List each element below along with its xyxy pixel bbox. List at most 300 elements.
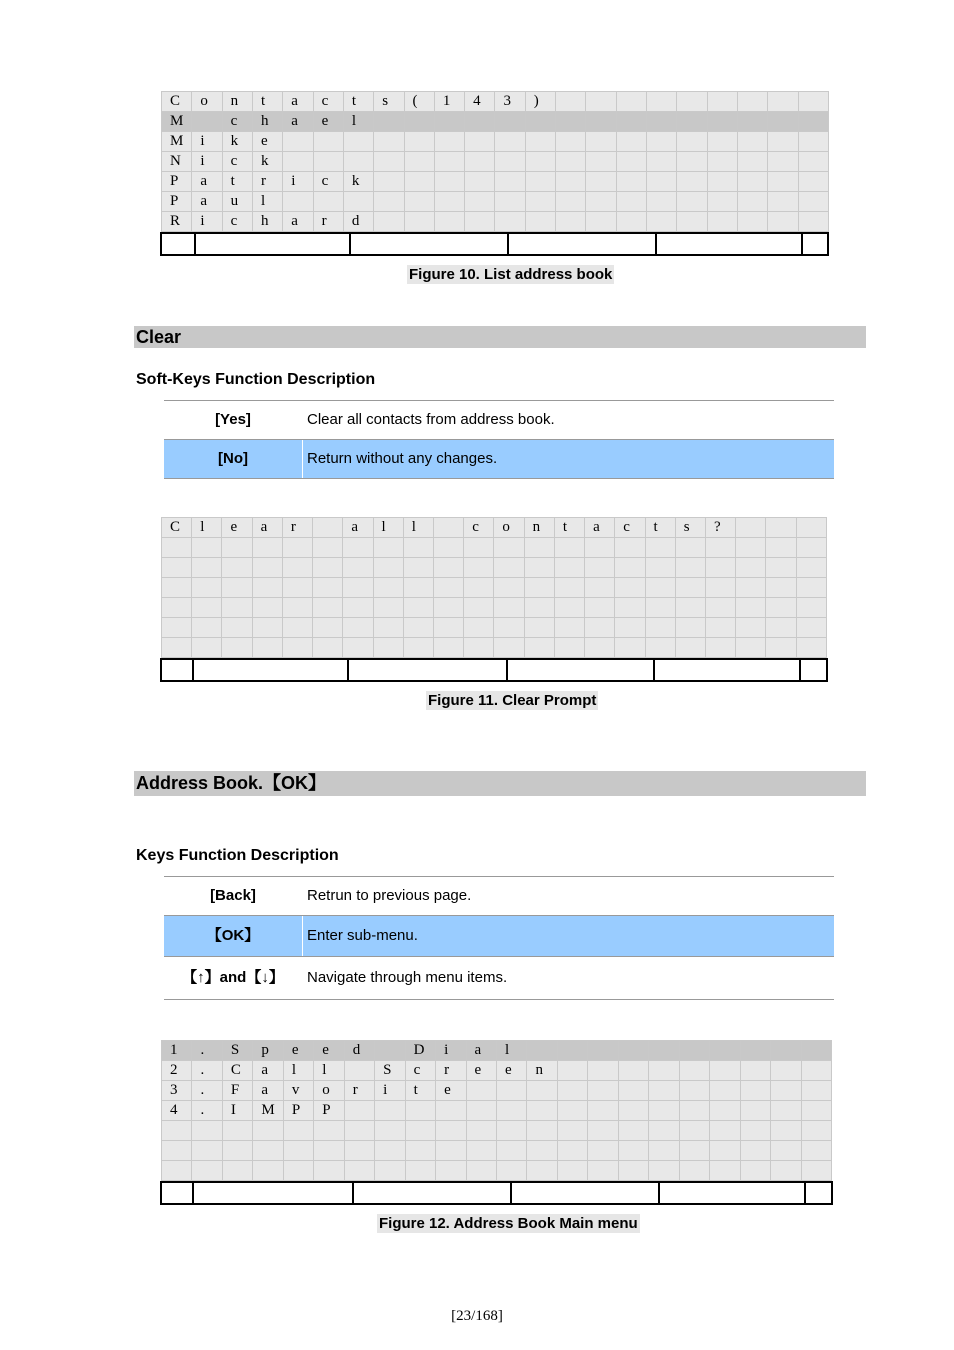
lcd-cell: 3 [495, 92, 525, 112]
lcd-cell [314, 1121, 344, 1141]
lcd-cell: 2 [162, 1061, 192, 1081]
lcd-cell [766, 558, 796, 578]
lcd-cell [768, 132, 798, 152]
lcd-cell [525, 192, 555, 212]
softkey-slot[interactable] [657, 234, 803, 254]
key-label: [Back] [164, 877, 303, 915]
lcd-cell [710, 1081, 740, 1101]
lcd-cell [162, 558, 192, 578]
lcd-cell [433, 638, 463, 658]
lcd-cell [616, 172, 646, 192]
lcd-cell [494, 538, 524, 558]
lcd-cell [466, 1081, 496, 1101]
lcd-cell [313, 558, 343, 578]
lcd-cell [464, 638, 494, 658]
lcd-cell [495, 172, 525, 192]
lcd-cell [192, 618, 222, 638]
lcd-cell: t [222, 172, 252, 192]
lcd-cell [740, 1141, 770, 1161]
lcd-cell [162, 638, 192, 658]
lcd-cell [801, 1081, 831, 1101]
softkey-slot[interactable] [803, 234, 827, 254]
lcd-cell [373, 578, 403, 598]
lcd-cell: o [192, 92, 222, 112]
lcd-cell [373, 618, 403, 638]
key-label: 【↑】and【↓】 [164, 957, 303, 999]
lcd-cell [524, 598, 554, 618]
lcd-cell [737, 152, 767, 172]
softkey-slot[interactable] [196, 234, 351, 254]
lcd-cell [675, 578, 705, 598]
lcd-cell: s [675, 518, 705, 538]
lcd-cell [771, 1141, 801, 1161]
lcd-cell [434, 212, 464, 232]
lcd-cell [677, 132, 707, 152]
lcd-cell [554, 578, 584, 598]
lcd-cell [645, 558, 675, 578]
lcd-cell: e [436, 1081, 466, 1101]
lcd-cell [405, 1101, 435, 1121]
lcd-cell [554, 538, 584, 558]
lcd-cell [647, 192, 677, 212]
softkey-slot[interactable] [508, 660, 655, 680]
lcd-cell [705, 618, 735, 638]
lcd-cell [404, 212, 434, 232]
lcd-cell [374, 212, 404, 232]
lcd-cell: h [252, 212, 282, 232]
lcd-cell [374, 132, 404, 152]
lcd-cell [434, 192, 464, 212]
lcd-cell: a [283, 92, 313, 112]
softkey-slot[interactable] [194, 1183, 354, 1203]
softkey-slot[interactable] [509, 234, 657, 254]
lcd-cell [252, 558, 282, 578]
lcd-row [162, 112, 829, 132]
lcd-cell [525, 212, 555, 232]
key-label: [Yes] [164, 401, 303, 439]
lcd-cell [252, 598, 282, 618]
lcd-cell [313, 132, 343, 152]
softkey-slot[interactable] [351, 234, 509, 254]
lcd-cell: a [192, 192, 222, 212]
lcd-cell [707, 152, 737, 172]
lcd-cell [588, 1081, 618, 1101]
lcd-cell [618, 1101, 648, 1121]
lcd-cell [705, 578, 735, 598]
lcd-cell [768, 172, 798, 192]
lcd-cell: i [192, 132, 222, 152]
lcd-cell: d [344, 1041, 374, 1061]
lcd-cell [343, 132, 373, 152]
softkey-slot[interactable] [162, 660, 194, 680]
softkey-slot[interactable] [354, 1183, 512, 1203]
softkey-bar [160, 232, 829, 256]
lcd-cell [801, 1101, 831, 1121]
lcd-cell [616, 92, 646, 112]
lcd-cell: s [374, 92, 404, 112]
lcd-cell [649, 1061, 679, 1081]
lcd-cell [556, 172, 586, 192]
lcd-cell [615, 638, 645, 658]
lcd-cell: l [373, 518, 403, 538]
lcd-clear-prompt [161, 517, 827, 658]
lcd-cell [796, 538, 826, 558]
lcd-cell [494, 638, 524, 658]
lcd-cell [585, 638, 615, 658]
lcd-cell [282, 558, 312, 578]
lcd-cell [679, 1121, 709, 1141]
lcd-cell [645, 618, 675, 638]
lcd-cell [616, 112, 646, 132]
lcd-cell [403, 598, 433, 618]
figure-caption: Figure 11. Clear Prompt [428, 692, 597, 709]
lcd-row [162, 1041, 832, 1061]
lcd-cell: 1 [162, 1041, 192, 1061]
lcd-cell [525, 132, 555, 152]
lcd-cell [740, 1081, 770, 1101]
lcd-cell [343, 558, 373, 578]
lcd-cell [527, 1121, 557, 1141]
lcd-cell: P [314, 1101, 344, 1121]
lcd-cell: a [466, 1041, 496, 1061]
lcd-cell [675, 618, 705, 638]
lcd-cell [434, 132, 464, 152]
lcd-cell [464, 578, 494, 598]
lcd-cell [705, 558, 735, 578]
lcd-cell [679, 1041, 709, 1061]
softkey-slot[interactable] [162, 1183, 194, 1203]
lcd-cell [495, 112, 525, 132]
lcd-cell [404, 132, 434, 152]
lcd-cell [586, 112, 616, 132]
lcd-cell [252, 638, 282, 658]
lcd-cell [465, 192, 495, 212]
lcd-cell [679, 1101, 709, 1121]
lcd-cell [313, 598, 343, 618]
lcd-cell [554, 598, 584, 618]
lcd-row [162, 152, 829, 172]
lcd-cell [679, 1161, 709, 1181]
lcd-cell: F [222, 1081, 252, 1101]
lcd-cell [736, 578, 766, 598]
lcd-cell [768, 152, 798, 172]
lcd-cell: i [375, 1081, 405, 1101]
lcd-cell [677, 172, 707, 192]
lcd-cell: a [283, 212, 313, 232]
key-description: Enter sub-menu. [307, 927, 418, 944]
lcd-cell [586, 132, 616, 152]
lcd-row [162, 132, 829, 152]
lcd-cell [649, 1141, 679, 1161]
lcd-cell [524, 538, 554, 558]
lcd-cell [524, 618, 554, 638]
lcd-cell [557, 1101, 587, 1121]
lcd-cell [162, 1161, 192, 1181]
lcd-cell [283, 1121, 313, 1141]
lcd-cell: t [252, 92, 282, 112]
lcd-cell [344, 1161, 374, 1181]
lcd-cell [525, 152, 555, 172]
lcd-cell [252, 618, 282, 638]
lcd-row [162, 538, 827, 558]
lcd-cell [494, 598, 524, 618]
lcd-cell [740, 1121, 770, 1141]
lcd-cell [585, 598, 615, 618]
lcd-cell: l [283, 1061, 313, 1081]
lcd-cell [647, 132, 677, 152]
lcd-cell: P [162, 192, 192, 212]
lcd-cell [464, 558, 494, 578]
lcd-cell [645, 538, 675, 558]
lcd-cell [466, 1101, 496, 1121]
softkey-slot[interactable] [162, 234, 196, 254]
lcd-cell: P [283, 1101, 313, 1121]
lcd-cell [675, 538, 705, 558]
softkey-slot[interactable] [801, 660, 826, 680]
lcd-cell [527, 1161, 557, 1181]
lcd-cell [282, 538, 312, 558]
lcd-cell: r [282, 518, 312, 538]
table-row [164, 877, 834, 916]
lcd-cell: a [283, 112, 313, 132]
key-label: [No] [164, 440, 303, 478]
lcd-cell: I [222, 1101, 252, 1121]
lcd-cell [766, 578, 796, 598]
key-description: Navigate through menu items. [307, 969, 508, 986]
lcd-cell [736, 618, 766, 638]
key-label: 【OK】 [164, 916, 303, 956]
lcd-cell: a [252, 518, 282, 538]
lcd-cell: a [585, 518, 615, 538]
lcd-cell [679, 1061, 709, 1081]
soft-keys-table [164, 400, 834, 479]
lcd-cell [675, 558, 705, 578]
lcd-cell [524, 638, 554, 658]
lcd-cell [740, 1161, 770, 1181]
lcd-cell [375, 1041, 405, 1061]
lcd-cell: a [253, 1061, 283, 1081]
lcd-cell [710, 1101, 740, 1121]
lcd-cell [586, 192, 616, 212]
lcd-cell [283, 1161, 313, 1181]
lcd-cell: a [192, 172, 222, 192]
lcd-cell [649, 1121, 679, 1141]
lcd-cell: i [192, 152, 222, 172]
lcd-cell [222, 1141, 252, 1161]
lcd-cell [192, 1161, 222, 1181]
lcd-cell [496, 1141, 526, 1161]
lcd-cell [524, 578, 554, 598]
lcd-cell: t [343, 92, 373, 112]
lcd-cell: e [466, 1061, 496, 1081]
lcd-cell [313, 638, 343, 658]
lcd-cell [766, 518, 796, 538]
softkey-slot[interactable] [349, 660, 508, 680]
lcd-cell [618, 1061, 648, 1081]
lcd-cell [283, 152, 313, 172]
lcd-cell [645, 598, 675, 618]
lcd-cell [527, 1141, 557, 1161]
lcd-cell [586, 172, 616, 192]
lcd-cell: S [375, 1061, 405, 1081]
lcd-cell: i [283, 172, 313, 192]
lcd-cell [433, 558, 463, 578]
lcd-cell: o [314, 1081, 344, 1101]
lcd-cell [768, 112, 798, 132]
lcd-cell: e [313, 112, 343, 132]
lcd-cell [434, 112, 464, 132]
lcd-row [162, 172, 829, 192]
softkey-slot[interactable] [512, 1183, 660, 1203]
lcd-cell [222, 538, 252, 558]
lcd-cell: k [343, 172, 373, 192]
lcd-cell: ) [525, 92, 555, 112]
lcd-cell [282, 618, 312, 638]
softkey-slot[interactable] [806, 1183, 831, 1203]
lcd-cell: c [222, 112, 252, 132]
lcd-cell [740, 1041, 770, 1061]
lcd-cell [771, 1121, 801, 1141]
lcd-cell [677, 112, 707, 132]
lcd-row [162, 518, 827, 538]
lcd-cell [554, 618, 584, 638]
figure-caption: Figure 10. List address book [409, 266, 613, 283]
lcd-cell [616, 132, 646, 152]
lcd-cell [494, 618, 524, 638]
subsection-heading: Soft-Keys Function Description [136, 371, 376, 388]
lcd-cell: 4 [465, 92, 495, 112]
lcd-cell: d [343, 212, 373, 232]
lcd-cell [798, 212, 828, 232]
lcd-cell [192, 558, 222, 578]
lcd-cell [705, 638, 735, 658]
lcd-cell [707, 192, 737, 212]
lcd-cell [282, 578, 312, 598]
lcd-cell [675, 638, 705, 658]
softkey-slot[interactable] [194, 660, 349, 680]
lcd-cell [494, 578, 524, 598]
lcd-cell [496, 1161, 526, 1181]
lcd-cell [464, 538, 494, 558]
lcd-cell [373, 598, 403, 618]
lcd-cell [375, 1121, 405, 1141]
lcd-cell [771, 1161, 801, 1181]
lcd-cell: c [464, 518, 494, 538]
lcd-cell: t [554, 518, 584, 538]
lcd-cell [557, 1141, 587, 1161]
lcd-cell: l [192, 518, 222, 538]
table-row [164, 440, 834, 479]
lcd-cell: u [222, 192, 252, 212]
lcd-cell [737, 132, 767, 152]
lcd-cell [766, 538, 796, 558]
softkey-slot[interactable] [660, 1183, 806, 1203]
lcd-cell [556, 212, 586, 232]
lcd-cell [798, 132, 828, 152]
lcd-cell [374, 172, 404, 192]
lcd-cell [796, 638, 826, 658]
lcd-cell [588, 1141, 618, 1161]
lcd-cell [496, 1081, 526, 1101]
lcd-cell [466, 1121, 496, 1141]
lcd-cell [736, 598, 766, 618]
lcd-cell: 4 [162, 1101, 192, 1121]
lcd-cell [162, 538, 192, 558]
lcd-cell: ? [705, 518, 735, 538]
lcd-cell [737, 112, 767, 132]
lcd-cell [524, 558, 554, 578]
lcd-cell: . [192, 1061, 222, 1081]
lcd-cell [768, 92, 798, 112]
lcd-cell [527, 1041, 557, 1061]
lcd-cell: e [314, 1041, 344, 1061]
lcd-cell [798, 192, 828, 212]
lcd-cell: e [252, 132, 282, 152]
lcd-cell [162, 1141, 192, 1161]
lcd-cell: M [162, 112, 192, 132]
softkey-slot[interactable] [655, 660, 801, 680]
lcd-cell: C [222, 1061, 252, 1081]
key-description: Return without any changes. [307, 450, 498, 467]
lcd-cell [557, 1161, 587, 1181]
lcd-cell [645, 578, 675, 598]
lcd-cell [433, 598, 463, 618]
lcd-cell [796, 618, 826, 638]
lcd-cell: n [524, 518, 554, 538]
lcd-cell [586, 212, 616, 232]
lcd-cell: c [615, 518, 645, 538]
lcd-cell [404, 112, 434, 132]
lcd-cell [586, 152, 616, 172]
lcd-cell [710, 1061, 740, 1081]
lcd-cell [801, 1061, 831, 1081]
lcd-cell: ( [404, 92, 434, 112]
lcd-cell [771, 1061, 801, 1081]
lcd-cell: l [343, 112, 373, 132]
lcd-cell: r [344, 1081, 374, 1101]
lcd-row [162, 1061, 832, 1081]
lcd-cell: M [253, 1101, 283, 1121]
lcd-cell [343, 192, 373, 212]
lcd-cell [403, 538, 433, 558]
lcd-cell [677, 192, 707, 212]
lcd-cell [495, 212, 525, 232]
lcd-cell [192, 1121, 222, 1141]
lcd-cell [222, 578, 252, 598]
lcd-cell [707, 172, 737, 192]
lcd-cell [645, 638, 675, 658]
lcd-cell: h [252, 112, 282, 132]
lcd-cell [588, 1041, 618, 1061]
lcd-cell [736, 538, 766, 558]
lcd-cell [736, 558, 766, 578]
lcd-cell [343, 538, 373, 558]
lcd-cell [404, 192, 434, 212]
lcd-cell: . [192, 1081, 222, 1101]
lcd-cell [740, 1061, 770, 1081]
lcd-cell [618, 1161, 648, 1181]
lcd-cell [647, 112, 677, 132]
lcd-cell [436, 1101, 466, 1121]
lcd-cell: . [192, 1101, 222, 1121]
lcd-cell [771, 1041, 801, 1061]
lcd-cell [403, 638, 433, 658]
lcd-cell: C [162, 518, 192, 538]
lcd-cell [222, 1161, 252, 1181]
lcd-cell [798, 172, 828, 192]
lcd-cell [649, 1041, 679, 1061]
key-description: Clear all contacts from address book. [307, 411, 555, 428]
